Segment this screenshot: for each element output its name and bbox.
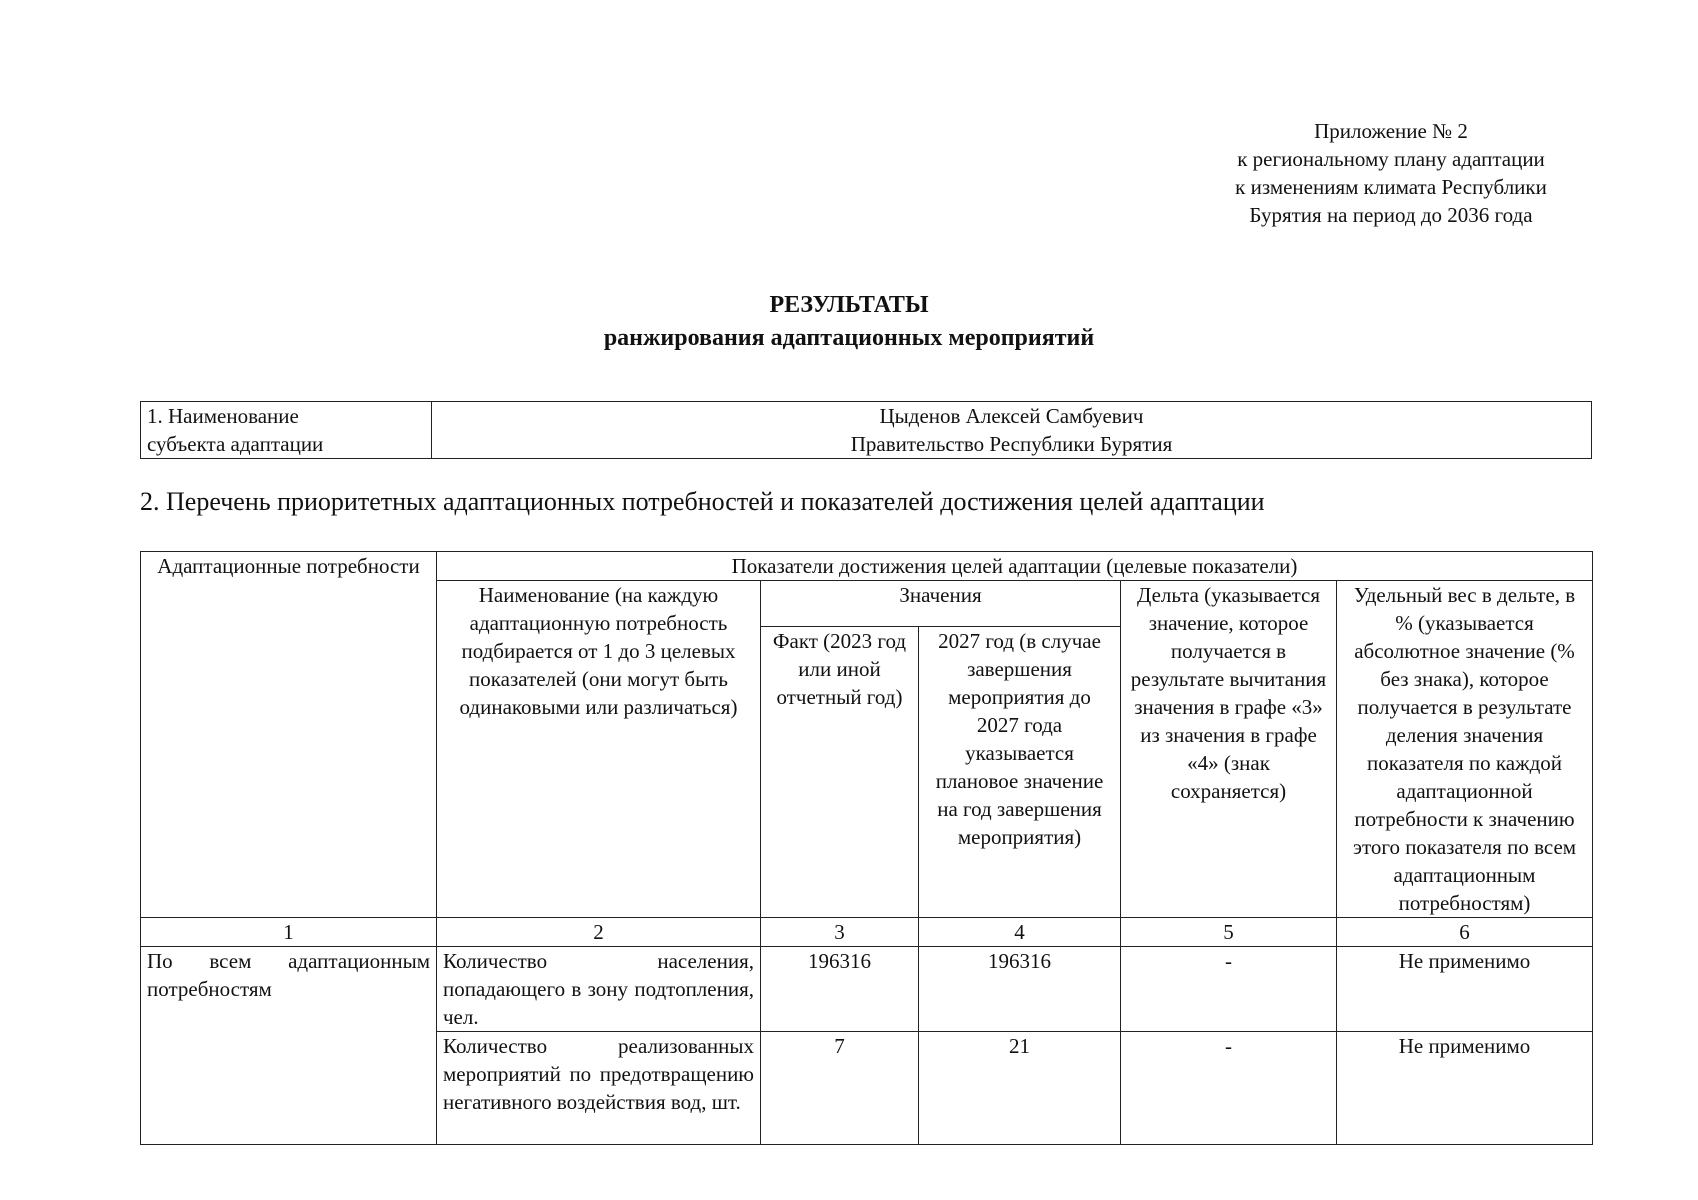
subject-organization: Правительство Республики Бурятия bbox=[850, 432, 1173, 456]
fact-cell: 196316 bbox=[761, 947, 919, 1032]
subject-label: субъекта адаптации bbox=[147, 432, 324, 456]
appendix-line: Бурятия на период до 2036 года bbox=[1249, 203, 1533, 227]
weight-cell: Не применимо bbox=[1337, 947, 1593, 1032]
appendix-note bbox=[1176, 117, 1606, 229]
year2027-cell: 196316 bbox=[919, 947, 1121, 1032]
appendix-line: к региональному плану адаптации bbox=[1237, 147, 1545, 171]
delta-cell: - bbox=[1121, 947, 1337, 1032]
weight-cell: Не применимо bbox=[1337, 1032, 1593, 1145]
header-weight: Удельный вес в дельте, в % (указывается абсолютное значение (% без знака), которое получается в результате деления значения показателя по каждой адаптационной потребности к значению этого показателя по всем адаптационным потребностям) bbox=[1337, 581, 1593, 918]
appendix-line: к изменениям климата Республики bbox=[1235, 175, 1547, 199]
document-title: РЕЗУЛЬТАТЫ bbox=[769, 292, 929, 318]
header-fact: Факт (2023 год или иной отчетный год) bbox=[761, 627, 919, 918]
column-number: 1 bbox=[141, 918, 437, 947]
column-number: 6 bbox=[1337, 918, 1593, 947]
header-name: Наименование (на каждую адаптационную потребность подбирается от 1 до 3 целевых показателей (они могут быть одинаковыми или различаться) bbox=[437, 581, 761, 918]
column-number: 3 bbox=[761, 918, 919, 947]
indicators-table bbox=[140, 551, 1593, 1145]
header-needs: Адаптационные потребности bbox=[141, 552, 437, 918]
subject-table bbox=[140, 401, 1592, 459]
header-values: Значения bbox=[761, 581, 1121, 627]
subject-label-cell bbox=[141, 402, 432, 459]
column-number: 5 bbox=[1121, 918, 1337, 947]
document-subtitle: ранжирования адаптационных мероприятий bbox=[603, 325, 1095, 351]
header-delta: Дельта (указывается значение, которое получается в результате вычитания значения в графе «3» из значения в графе «4» (знак сохраняется) bbox=[1121, 581, 1337, 918]
column-number: 4 bbox=[919, 918, 1121, 947]
header-2027: 2027 год (в случае завершения мероприятия до 2027 года указывается плановое значение на год завершения мероприятия) bbox=[919, 627, 1121, 918]
appendix-line: Приложение № 2 bbox=[1314, 119, 1468, 143]
indicator-cell: Количество населения, попадающего в зону подтопления, чел. bbox=[437, 947, 761, 1032]
subject-label: 1. Наименование bbox=[147, 404, 299, 428]
subject-value-cell bbox=[432, 402, 1592, 459]
column-numbers-row bbox=[141, 918, 1593, 947]
header-indicators: Показатели достижения целей адаптации (целевые показатели) bbox=[437, 552, 1593, 581]
indicator-cell: Количество реализованных мероприятий по предотвращению негативного воздействия вод, шт. bbox=[437, 1032, 761, 1145]
year2027-cell: 21 bbox=[919, 1032, 1121, 1145]
column-number: 2 bbox=[437, 918, 761, 947]
section-heading: 2. Перечень приоритетных адаптационных потребностей и показателей достижения целей адаптации bbox=[140, 487, 1265, 516]
need-cell: По всем адаптационным потребностям bbox=[141, 947, 437, 1145]
delta-cell: - bbox=[1121, 1032, 1337, 1145]
fact-cell: 7 bbox=[761, 1032, 919, 1145]
table-row bbox=[141, 947, 1593, 1032]
subject-person: Цыденов Алексей Самбуевич bbox=[879, 404, 1144, 428]
